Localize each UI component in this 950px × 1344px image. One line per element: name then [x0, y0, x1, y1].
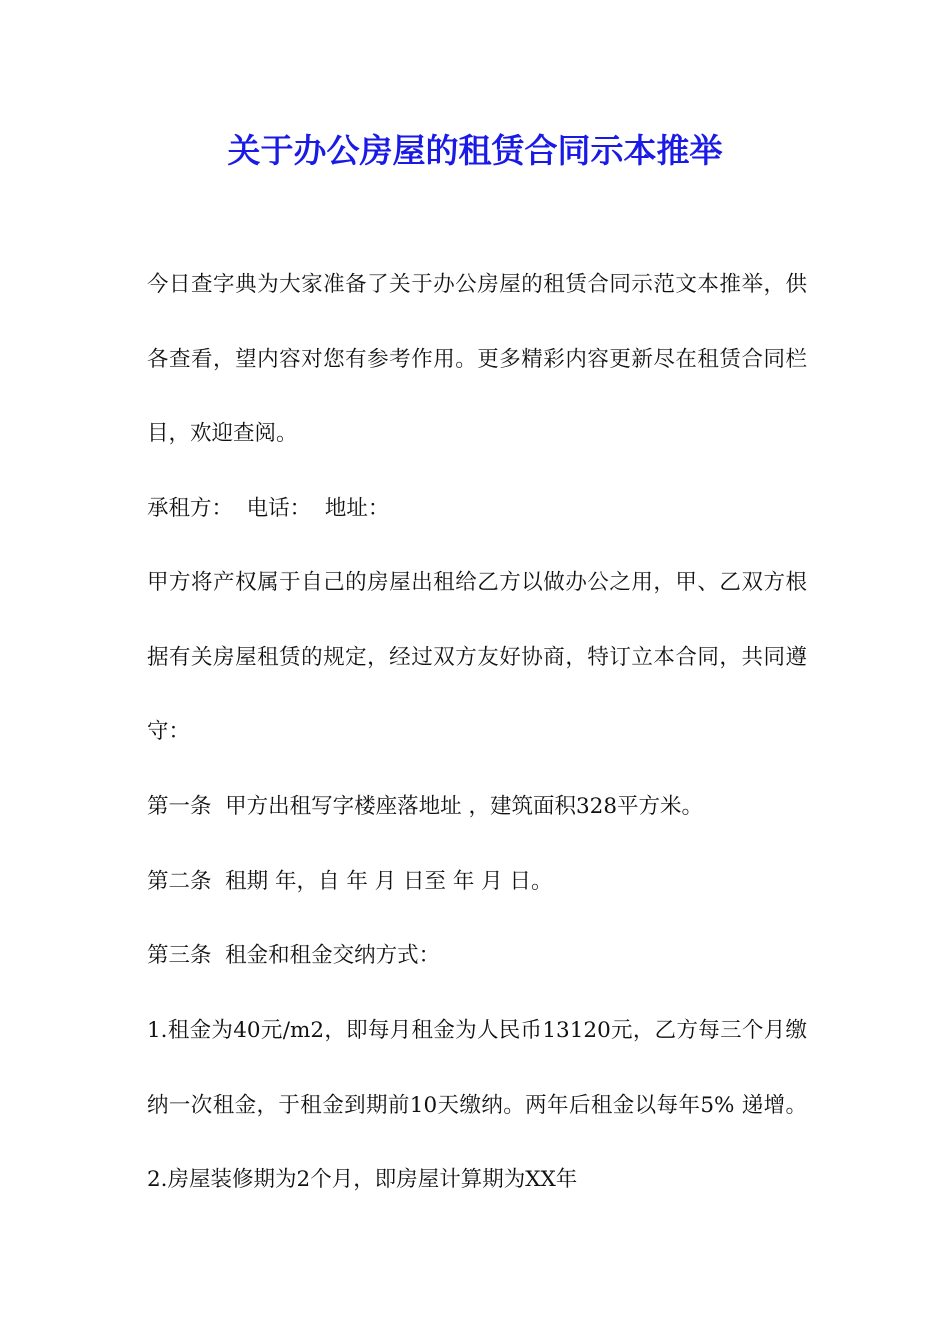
article-3: 第三条 租金和租金交纳方式：	[147, 943, 441, 968]
document-title: 关于办公房屋的租赁合同示本推举	[227, 131, 723, 170]
article-1: 第一条 甲方出租写字楼座落地址 ，建筑面积328平方米。	[147, 794, 704, 819]
parties-line: 承租方： 电话： 地址：	[147, 496, 390, 521]
article-2: 第二条 租期 年，自 年 月 日至 年 月 日。	[147, 869, 553, 894]
intro-paragraph: 今日查字典为大家准备了关于办公房屋的租赁合同示范文本推举，供各查看，望内容对您有参考作用。更多精彩内容更新尽在租赁合同栏目，欢迎查阅。	[147, 272, 807, 446]
rent-terms-paragraph: 1.租金为40元/m2，即每月租金为人民币13120元，乙方每三个月缴纳一次租金，于租金到期前10天缴纳。两年后租金以每年5% 递增。 2.房屋装修期为2个月，即房屋计算期为XX年	[147, 1018, 807, 1192]
purpose-paragraph: 甲方将产权属于自己的房屋出租给乙方以做办公之用，甲、乙双方根据有关房屋租赁的规定，经过双方友好协商，特订立本合同，共同遵守：	[147, 570, 807, 744]
